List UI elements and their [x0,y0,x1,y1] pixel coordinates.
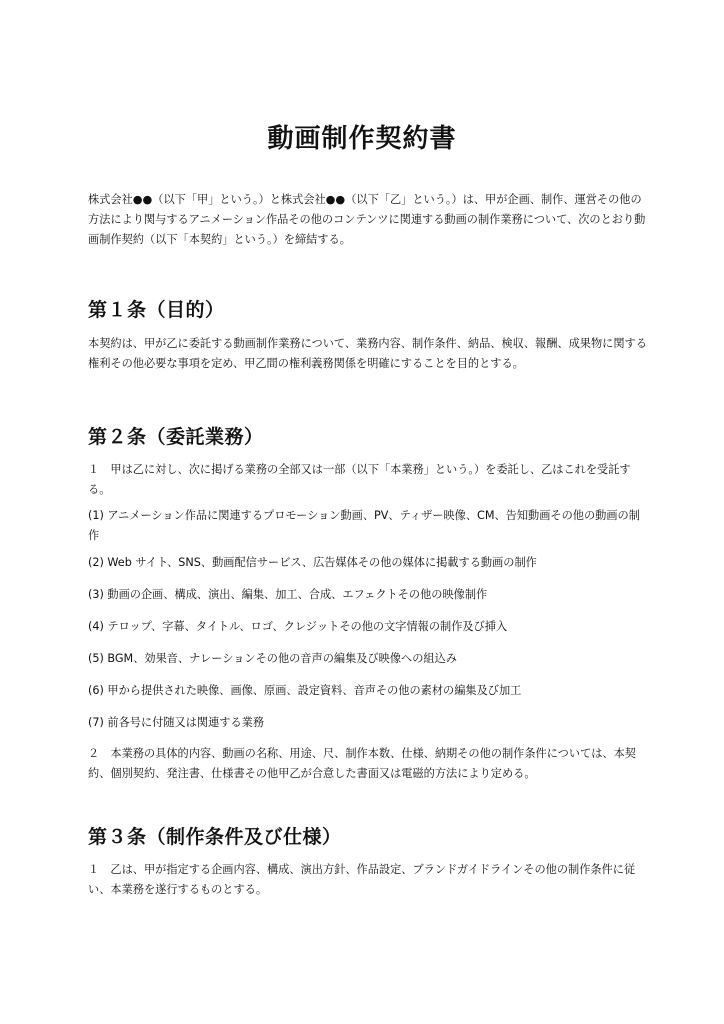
article-2-clause-2: ２ 本業務の具体的内容、動画の名称、用途、尺、制作本数、仕様、納期その他の制作条件については、本契約、個別契約、発注書、仕様書その他甲乙が合意した書面又は電磁的方法により定める。 [88,747,636,780]
article-2-item: (6) 甲から提供された映像、画像、原画、設定資料、音声その他の素材の編集及び加工 [88,684,522,697]
article-1-heading: 第１条（目的） [88,299,225,321]
article-2-item: (5) BGM、効果音、ナレーションその他の音声の編集及び映像への組込み [88,652,457,665]
preamble-paragraph: 株式会社●●（以下「甲」という。）と株式会社●●（以下「乙」という。）は、甲が企画、制作、運営その他の方法により関与するアニメーション作品その他のコンテンツに関連する動画の制作業務について、次のとおり動画制作契約（以下「本契約」という。）を締結する。 [88,193,646,246]
article-2-clause-1: １ 甲は乙に対し、次に掲げる業務の全部又は一部（以下「本業務」という。）を委託し、乙はこれを受託する。 [88,463,631,496]
article-2-item: (3) 動画の企画、構成、演出、編集、加工、合成、エフェクトその他の映像制作 [88,588,488,601]
article-2-item: (7) 前各号に付随又は関連する業務 [88,716,265,729]
article-2-item: (1) アニメーション作品に関連するプロモーション動画、PV、ティザー映像、CM、告知動画その他の動画の制作 [88,509,640,542]
article-3-heading: 第３条（制作条件及び仕様） [88,826,342,848]
article-1-body: 本契約は、甲が乙に委託する動画制作業務について、業務内容、制作条件、納品、検収、報酬、成果物に関する権利その他必要な事項を定め、甲乙間の権利義務関係を明確にすることを目的とする。 [88,337,647,370]
article-3-clause-1: １ 乙は、甲が指定する企画内容、構成、演出方針、作品設定、ブランドガイドラインその他の制作条件に従い、本業務を遂行するものとする。 [88,863,636,896]
article-2-item: (4) テロップ、字幕、タイトル、ロゴ、クレジットその他の文字情報の制作及び挿入 [88,620,508,633]
article-2-heading: 第２条（委託業務） [88,426,264,448]
article-2-item: (2) Web サイト、SNS、動画配信サービス、広告媒体その他の媒体に掲載する動画の制作 [88,556,537,569]
document-title: 動画制作契約書 [267,124,457,154]
